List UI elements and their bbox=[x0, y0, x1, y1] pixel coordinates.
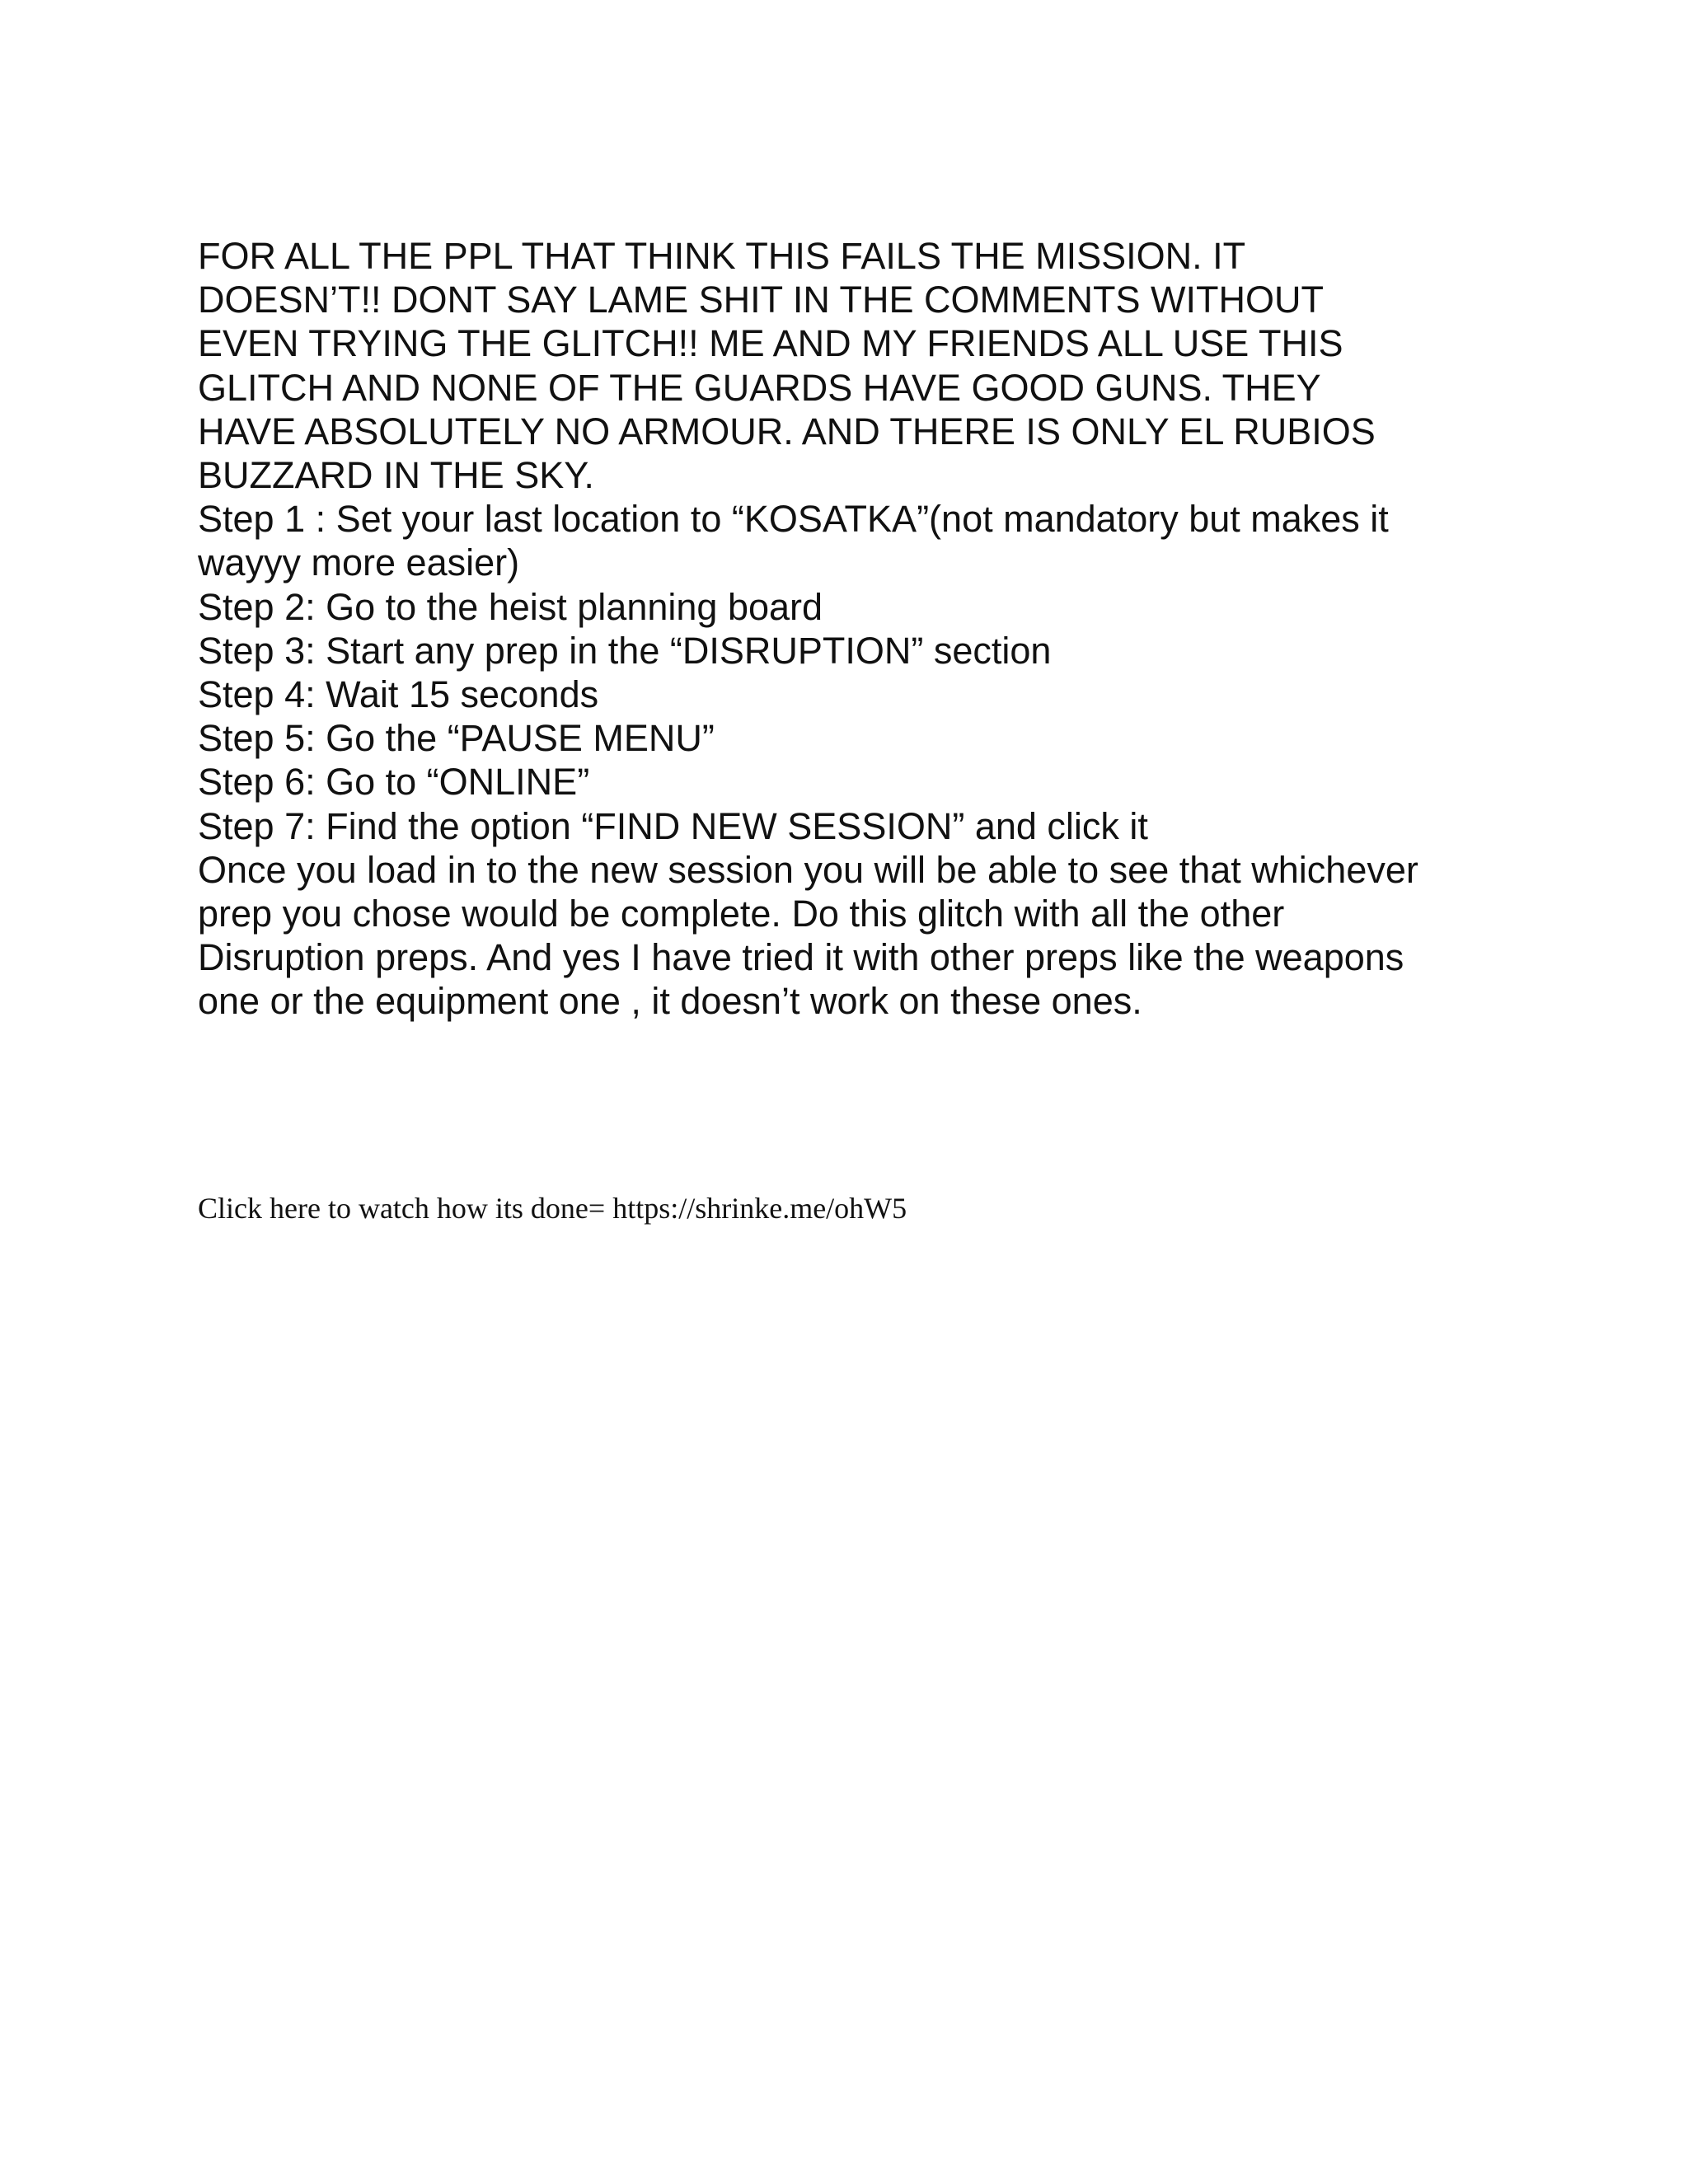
link-prefix: Click here to watch how its done= bbox=[198, 1192, 613, 1225]
closing-line: Disruption preps. And yes I have tried it with other preps like the weapons bbox=[198, 936, 1404, 979]
closing-line: prep you chose would be complete. Do this glitch with all the other bbox=[198, 893, 1285, 935]
intro-line: HAVE ABSOLUTELY NO ARMOUR. AND THERE IS ONLY EL RUBIOS bbox=[198, 410, 1376, 452]
step-line: Step 5: Go the “PAUSE MENU” bbox=[198, 717, 715, 760]
video-link-line bbox=[198, 1190, 907, 1226]
step-line: Step 1 : Set your last location to “KOSATKA”(not mandatory but makes it bbox=[198, 498, 1389, 541]
intro-line: BUZZARD IN THE SKY. bbox=[198, 454, 594, 497]
video-link[interactable]: https://shrinke.me/ohW5 bbox=[612, 1192, 907, 1225]
step-line: wayyy more easier) bbox=[198, 541, 520, 584]
step-line: Step 4: Wait 15 seconds bbox=[198, 673, 599, 716]
document-body bbox=[198, 234, 1517, 1024]
intro-line: FOR ALL THE PPL THAT THINK THIS FAILS THE MISSION. IT bbox=[198, 235, 1246, 277]
intro-line: DOESN’T!! DONT SAY LAME SHIT IN THE COMMENTS WITHOUT bbox=[198, 279, 1324, 321]
intro-line: GLITCH AND NONE OF THE GUARDS HAVE GOOD GUNS. THEY bbox=[198, 366, 1321, 409]
step-line: Step 7: Find the option “FIND NEW SESSION” and click it bbox=[198, 804, 1148, 847]
step-line: Step 6: Go to “ONLINE” bbox=[198, 761, 590, 804]
step-line: Step 2: Go to the heist planning board bbox=[198, 585, 823, 628]
step-line: Step 3: Start any prep in the “DISRUPTION” section bbox=[198, 629, 1052, 672]
closing-line: Once you load in to the new session you will be able to see that whichever bbox=[198, 848, 1418, 891]
closing-line: one or the equipment one , it doesn’t work on these ones. bbox=[198, 980, 1142, 1023]
intro-line: EVEN TRYING THE GLITCH!! ME AND MY FRIENDS ALL USE THIS bbox=[198, 322, 1343, 365]
